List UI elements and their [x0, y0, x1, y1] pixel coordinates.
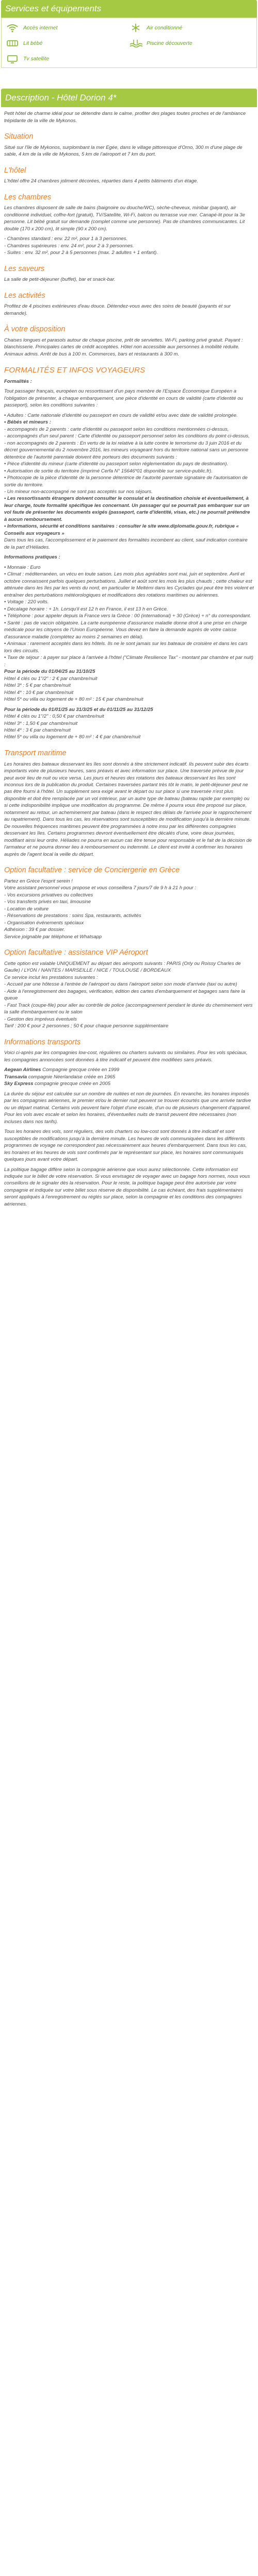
concierge-text: Votre assistant personnel vous propose et vous conseillera 7 jours/7 de 9 h à 21 h pour : [4, 885, 196, 891]
formalities-line: • Autorisation de sortie du territoire (imprimé Cerfa N° 15646*01 disponible sur service-public.fr). [4, 468, 213, 474]
vip-title: Option facultative : assistance VIP Aéroport [4, 948, 148, 957]
service-internet [6, 23, 129, 32]
concierge-line: Adhésion : 39 € par dossier. [4, 927, 65, 933]
rooms-title: Les chambres [4, 193, 52, 201]
service-pool [129, 39, 252, 48]
situation-title: Situation [4, 132, 34, 141]
vip-line: Tarif : 200 € pour 2 personnes ; 50 € pour chaque personne supplémentaire [4, 1023, 169, 1029]
baby-bed-icon [6, 39, 19, 48]
services-header: Services et équipements [1, 0, 257, 18]
practical-line: • Téléphone : pour appeler depuis la France vers la Grèce : 00 (international) + 30 (Grèce) + n° du correspondant. [4, 613, 251, 619]
concierge-title: Option facultative : service de Conciergerie en Grèce [4, 866, 180, 875]
practical-line: Hôtel 4 clés ou 1"/2" : 0,50 € par chambre/nuit [4, 714, 104, 720]
vip-line: - Aide à l'enregistrement des bagages, vérification, édition des cartes d'embarquement et bagages sans faire la queue [4, 988, 245, 1002]
formalities-line: • Photocopie de la pièce d'identité de la personne détentrice de l'autorité parentale signataire de l'autorisation de sortie du territoire. [4, 475, 248, 488]
situation-text: Situé sur l'île de Mykonos, surplombant la mer Egée, dans le village pittoresque d'Orno, 300 m d'une plage de sable, 4 km de la ville de Mykonos, 5 km de l'aéroport et 7 km du port. [4, 144, 243, 158]
practical-line: • Animaux : rarement acceptés dans les hôtels. Ils ne le sont jamais sur les bateaux de croisière et dans les cars lors des circuits. [4, 641, 248, 654]
concierge-line: - Organisation événements spéciaux [4, 920, 84, 926]
service-tv [6, 54, 129, 63]
airline-line: Aegean Airlines Compagnie grecque créée en 1999 [4, 1067, 120, 1073]
formalities-line: • Adultes : Carte nationale d'identité ou passeport en cours de validité et/ou avec date de validité prolongée. [4, 412, 238, 418]
airlines-disclaimer: Tous les horaires des vols, sont réguliers, des vols charters ou low-cost sont donnés à titre indicatif et sont susceptibles de modifications jusqu'à la dernière minute. Les heures de vols communiquées dans les différents programmes de voyage ne correspondent pas nécessairement aux heures d'embarquement. Dans tous les cas, les horaires et les heures de vols sont confirmés par le représentant sur place, les horaires sont communiqués quelques jours avant votre départ. [4, 1129, 247, 1163]
airline-line: Transavia compagnie Néerlandaise créée en 1965 [4, 1074, 116, 1080]
concierge-line: Service joignable par téléphone et Whatsapp [4, 934, 102, 940]
practical-label: Informations pratiques : [4, 554, 60, 561]
practical-line: • Taxe de séjour : à payer sur place à l'arrivée à l'hôtel ("Climate Resilience Tax" - montant par chambre et par nuit) : [4, 655, 253, 668]
tv-icon [6, 54, 19, 63]
formalities-line: • Pièce d'identité du mineur (carte d'identité ou passeport selon réglementation du pays de destination). [4, 461, 229, 467]
transport-text: Les horaires des bateaux desservant les îles sont donnés à titre strictement indicatif. Ils peuvent subir des écarts importants voire de plusieurs heures, sans préavis et avec information sur place. Une traversée prévue de jour peut avoir lieu de nuit ou vice versa. Les jours et heures des rotations des bateaux desservant les îles sont inconnus lors de la publication du produit. Certaines traversées partant très tôt le matin, le petit-déjeuner peut ne pas être fourni à l'hôtel. Un supplément sera exigé avant le départ ou sur place si une traversée n'est plus disponible et doit être remplacée par un vol intérieur, par un autre type de bateau (bateau rapide par exemple) ou si cette indisponibilité implique une modification du programme. De même il pourra vous être proposé sur place, notamment au retour, un acheminement par bateau (dans le respect des délais de l'arrivée pour le rapprochement au rapatriement). Dans tous les cas, les réservations sont susceptibles de modification jusqu'à la dernière minute. De nouvelles fréquences maritimes peuvent être programmées à notre insu par les différentes compagnies desservant les îles. Certains programmes devront éventuellement être décalés d'une, voire deux journées, modifiant ainsi leur ordre. Héliades ne pourra en aucun cas être tenue pour responsable et le fait de la décision de l'armateur et ne pourra donner lieu à remboursement ou indemnité. Le client est invité à confirmer les horaires auprès de l'agent local la veille du départ. [4, 761, 252, 857]
practical-line: • Santé : pas de vaccin obligatoire. La carte européenne d'assurance maladie donne droit à une prise en charge médicale pour les citoyens de l'Union Européenne. Vous devez en faire la demande auprès de votre caisse d'assurance maladie (complétez au moins 2 semaines en délai). [4, 620, 247, 640]
service-label: Accès internet [23, 24, 58, 31]
vip-intro: Cette option est valable UNIQUEMENT au départ des aéroports suivants : PARIS (Orly ou Roissy Charles de Gaulle) / LYON / NANTES / MARSEILLE / NICE / TOULOUSE / BORDEAUX [4, 960, 241, 974]
snowflake-icon [129, 23, 142, 32]
practical-line: Pour la période du 01/01/25 au 31/3/25 et du 01/11/25 au 31/12/25 [4, 706, 153, 713]
flavors-title: Les saveurs [4, 264, 45, 273]
rooms-line: - Chambres standard : env. 22 m², pour 1 à 3 personnes. [4, 236, 128, 242]
practical-line: Hôtel 3* : 5 € par chambre/nuit [4, 683, 71, 689]
service-baby-bed [6, 39, 129, 48]
transport-title: Transport maritime [4, 749, 67, 757]
formalities-line: - accompagnés de 2 parents : carte d'identité ou passeport selon les conditions mentionnées ci-dessus, [4, 426, 229, 432]
rooms-line: - Chambres supérieures : env. 24 m², pour 2 à 3 personnes. [4, 243, 134, 249]
concierge-line: - Vos excursions privatives ou collectives [4, 892, 93, 898]
service-air-conditioning [129, 23, 252, 32]
activities-text: Profitez de 4 piscines extérieures d'eau douce. Détendez-vous avec des soins de beauté (payants et sur demande). [4, 303, 231, 316]
description-content [0, 110, 258, 1208]
airlines-disclaimer: La durée du séjour est calculée sur un nombre de nuitées et non de journées. En revanche, les horaires imposés par les compagnies aériennes, le premier et/ou le dernier nuit peuvent se trouver écourtés que une arrivée tardive ou un départ matinal. Certains vols peuvent faire l'objet d'une escale, d'un ou de plusieurs changement d'appareil. Pour les vols avec escale et selon les horaires, d'éventuelles nuits de transit peuvent être nécessaires (non incluses dans nos tarifs). [4, 1091, 251, 1125]
vip-line: - Fast Track (coupe-file) pour aller au contrôle de police (accompagnement pendant le durée du cheminement vers la salle d'embarquement ou le salon [4, 1002, 253, 1015]
formalities-line: • Informations, sécurité et conditions sanitaires : consulter le site www.diplomatie.gouv.fr, rubrique « Conseils aux voyageurs » [4, 523, 239, 536]
airlines-title: Informations transports [4, 1038, 81, 1046]
disposal-text: Chaises longues et parasols autour de chaque piscine, prêt de serviettes. Wi-Fi, parking privé gratuit. Payant : blanchisserie. Principales cartes de crédit acceptées. Hôtel non accessible aux personnes à mobilité réduite. Animaux admis. Arrêt de bus à 100 m. Commerces, bars et restaurants à 300 m. [4, 337, 243, 357]
practical-line: • Monnaie : Euro [4, 564, 41, 570]
description-header: Description - Hôtel Dorion 4* [1, 89, 257, 107]
practical-line: • Voltage : 220 volts. [4, 599, 49, 605]
practical-line: Hôtel 5* ou villa ou logement de + 80 m² : 15 € par chambre/nuit [4, 697, 143, 703]
rooms-text: Les chambres disposent de salle de bains (baignoire ou douche/WC), sèche-cheveux, minibar (payant), air conditionné individuel, coffre-fort (gratuit), TV/Satellite, Wi-Fi, balcon ou terrasse vue mer. Canapé-lit pour la 3e personne. Lit bébé gratuit sur demande (complet comme une personne). Pas de chambres communicantes. Lit double (170 x 200 cm), lit simple (90 x 200 cm). [4, 205, 245, 232]
practical-line: Hôtel 3* : 1,50 € par chambre/nuit [4, 720, 78, 726]
formalities-line: • Les ressortissants étrangers doivent consulter le consulat et la destination choisie et éventuellement, à leur charge, toute formalité spécifique les concernant. Un passager qui se pourrait pas embarquer sur un vol faute de présenter les documents exigés (passeport, carte d'identité, visas, etc.) ne pourrait prétendre à aucun remboursement. [4, 496, 250, 522]
practical-line: Hôtel 4* : 10 € par chambre/nuit [4, 689, 74, 696]
page [0, 0, 258, 1221]
pool-icon [129, 39, 142, 48]
vip-line: - Gestion des imprévus éventuels [4, 1016, 77, 1022]
concierge-line: - Location de voiture [4, 906, 49, 912]
practical-line: • Climat : méditerranéen, un vécu en toute saison. Les mois plus agréables sont mai, juin et septembre. Avril et octobre connaissent parfois quelques perturbations. Juillet et août sont les mois les plus chauds ; cette chaleur est atténuée dans les îles par les vents du nord, en particulier le Meltémi dans les Cyclades qui peut être très violent et entraîner des perturbations météorologiques et modifications des rotations maritimes ou aériennes. [4, 571, 254, 598]
concierge-line: - Vos transferts privés en taxi, limousine [4, 899, 91, 905]
airlines-text: Voici ci-après par les compagnies low-cost, régulières ou charters suivants ou similaires. Pour les vols spéciaux, les compagnies annoncées sont données à titre indicatif et peuvent être modifiées sans préavis. [4, 1050, 248, 1063]
formalities-line: - accompagnés d'un seul parent : Carte d'identité ou passeport personnel selon les conditions du point ci-dessus, [4, 433, 250, 439]
concierge-line: - Réservations de prestations : soins Spa, restaurants, activités [4, 913, 141, 919]
service-label: Lit bébé [23, 40, 43, 46]
practical-line: Hôtel 5* ou villa ou logement de + 80 m² : 4 € par chambre/nuit [4, 734, 141, 740]
disposal-title: À votre disposition [4, 325, 66, 334]
practical-line: • Décalage horaire : + 1h. Lorsqu'il est 12 h en France, il est 13 h en Grèce. [4, 606, 168, 612]
formalities-title: FORMALITÉS ET INFOS VOYAGEURS [4, 366, 146, 375]
hotel-text: L'hôtel offre 24 chambres joliment décorées, réparties dans 4 petits bâtiments d'un étage. [4, 178, 198, 184]
formalities-line: • Bébés et mineurs : [4, 419, 51, 426]
airlines-disclaimer: La politique bagage diffère selon la compagnie aérienne que vous aurez sélectionnée. Cette information est indiquée sur le billet de votre réservation. Si vous envisagez de voyager avec un bagage hors normes, nous vous conseillons de le signaler dès la réservation. Pour le reste, la politique bagage peut être autorisée par votre compagnie et indiquée sur votre billet sous réserve de disponibilité. Le cas échéant, des frais supplémentaires seront appliqués à l'enregistrement ou réglés sur place, selon la compagnie et les conditions des compagnies aériennes. [4, 1166, 250, 1207]
practical-line: Hôtel 4 clés ou 1"/2" : 2 € par chambre/nuit [4, 675, 98, 682]
formalities-line: Dans tous les cas, l'accomplissement et le paiement des formalités incombent au client, sauf indication contraire de la part d'Héliades. [4, 537, 248, 550]
intro-text: Petit hôtel de charme idéal pour se détendre dans le calme, profiter des plages toutes proches et de l'ambiance trépidante de la ville de Mykonos. [4, 111, 246, 124]
vip-line: - Accueil par une hôtesse à l'entrée de l'aéroport ou dans l'aéroport selon son mode d'arrivée (taxi ou autre) [4, 981, 237, 988]
formalities-line: - non accompagnés de 2 parents : En vertu de la loi relative à la lutte contre le terrorisme du 3 juin 2016 et du décret gouvernemental du 2 novembre 2016, les mineurs voyageant hors du territoire national sans un personne détentrice de l'autorité parentale doivent être porteurs des documents suivants : [4, 440, 249, 460]
wifi-icon [6, 23, 19, 32]
practical-line: Hôtel 4* : 3 € par chambre/nuit [4, 727, 71, 733]
formalities-line: Tout passager français, européen ou ressortissant d'un pays membre de l'Espace Économique Européen a l'obligation de présenter, à chaque embarquement, une pièce d'identité en cours de validité (carte d'identité ou passeport), selon les conditions suivantes : [4, 388, 243, 409]
airline-line: Sky Express compagnie grecque créée en 2005 [4, 1081, 110, 1087]
formalities-label: Formalités : [4, 378, 32, 384]
services-list [1, 18, 257, 68]
rooms-line: - Suites : env. 32 m², pour 2 à 5 personnes (max. 2 adultes + 1 enfant). [4, 250, 158, 256]
activities-title: Les activités [4, 291, 45, 300]
practical-line: Pour la période du 01/04/25 au 31/10/25 [4, 669, 95, 675]
concierge-intro: Partez en Grèce l'esprit serein ! [4, 878, 73, 884]
service-label: Piscine découverte [147, 40, 192, 46]
hotel-title: L'hôtel [4, 166, 26, 175]
service-label: Air conditionné [147, 24, 183, 31]
flavors-text: La salle de petit-déjeuner (buffet), bar et snack-bar. [4, 277, 116, 283]
formalities-line: - Un mineur non-accompagné ne sont pas acceptés sur nos séjours. [4, 489, 153, 495]
service-label: Tv satellite [23, 55, 50, 62]
vip-text: Ce service inclut les prestations suivantes : [4, 974, 98, 980]
